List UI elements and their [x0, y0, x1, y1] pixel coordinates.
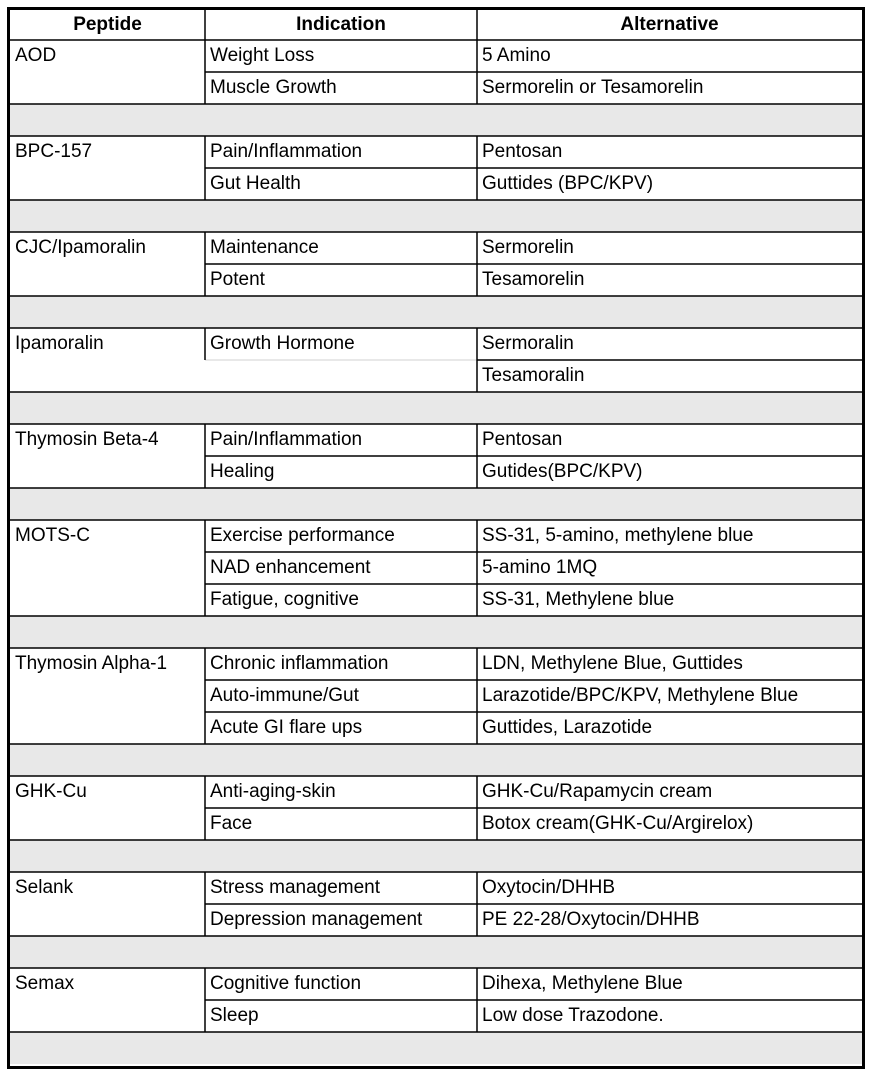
peptide-cell: Thymosin Beta-4	[15, 429, 159, 450]
group-separator	[10, 392, 862, 424]
group-separator	[10, 936, 862, 968]
alternative-cell: SS-31, 5-amino, methylene blue	[482, 525, 754, 546]
alternative-cell: Tesamorelin	[482, 269, 585, 290]
table-row	[10, 328, 862, 360]
indication-cell	[205, 360, 477, 392]
indication-cell: Depression management	[210, 909, 423, 930]
indication-cell: Stress management	[210, 877, 381, 898]
table-row	[10, 136, 862, 168]
alternative-cell: 5-amino 1MQ	[482, 557, 598, 578]
indication-cell: Chronic inflammation	[210, 653, 389, 674]
table-row	[10, 808, 862, 840]
alternative-cell: 5 Amino	[482, 45, 551, 66]
peptide-cell: Ipamoralin	[15, 333, 104, 354]
indication-cell: Acute GI flare ups	[210, 717, 363, 738]
alternative-cell: Sermorelin	[482, 237, 574, 258]
peptide-table	[7, 7, 865, 1069]
indication-cell: Weight Loss	[210, 45, 315, 66]
header-indication: Indication	[296, 14, 386, 35]
header-peptide: Peptide	[73, 14, 142, 35]
table-row	[10, 872, 862, 904]
alternative-cell: Sermoralin	[482, 333, 574, 354]
alternative-cell: Gutides(BPC/KPV)	[482, 461, 643, 482]
group-separator	[10, 616, 862, 648]
peptide-cell: CJC/Ipamoralin	[15, 237, 146, 258]
table-row	[10, 168, 862, 200]
group-separator	[10, 488, 862, 520]
header-alternative: Alternative	[620, 14, 719, 35]
indication-cell: Muscle Growth	[210, 77, 337, 98]
alternative-cell: Larazotide/BPC/KPV, Methylene Blue	[482, 685, 799, 706]
indication-cell: Gut Health	[210, 173, 301, 194]
table-row	[10, 776, 862, 808]
indication-cell: Cognitive function	[210, 973, 362, 994]
peptide-cell: GHK-Cu	[15, 781, 87, 802]
indication-cell: Potent	[210, 269, 265, 290]
indication-cell: Maintenance	[210, 237, 319, 258]
table-row	[10, 904, 862, 936]
table-row	[10, 712, 862, 744]
group-separator	[10, 104, 862, 136]
table-row	[10, 72, 862, 104]
indication-cell: Pain/Inflammation	[210, 429, 363, 450]
header-row	[10, 10, 862, 40]
table-row	[10, 584, 862, 616]
table-row	[10, 424, 862, 456]
peptide-cell: Semax	[15, 973, 75, 994]
peptide-cell: MOTS-C	[15, 525, 90, 546]
peptide-cell: Selank	[15, 877, 74, 898]
table-row	[10, 648, 862, 680]
table-row	[10, 232, 862, 264]
indication-cell: Auto-immune/Gut	[210, 685, 359, 706]
indication-cell: Fatigue, cognitive	[210, 589, 359, 610]
alternative-cell: Pentosan	[482, 429, 563, 450]
indication-cell: NAD enhancement	[210, 557, 371, 578]
table-row	[10, 264, 862, 296]
table-row	[10, 968, 862, 1000]
group-separator	[10, 200, 862, 232]
indication-cell: Pain/Inflammation	[210, 141, 363, 162]
indication-cell: Exercise performance	[210, 525, 395, 546]
table-row	[10, 456, 862, 488]
table-row	[10, 680, 862, 712]
alternative-cell: Sermorelin or Tesamorelin	[482, 77, 704, 98]
alternative-cell: Oxytocin/DHHB	[482, 877, 616, 898]
table-row	[10, 1000, 862, 1032]
table-row	[10, 40, 862, 72]
group-separator	[10, 296, 862, 328]
indication-cell: Growth Hormone	[210, 333, 355, 354]
group-separator	[10, 840, 862, 872]
alternative-cell: Low dose Trazodone.	[482, 1005, 664, 1026]
alternative-cell: Guttides (BPC/KPV)	[482, 173, 654, 194]
alternative-cell: Guttides, Larazotide	[482, 717, 653, 738]
alternative-cell: PE 22-28/Oxytocin/DHHB	[482, 909, 700, 930]
table-row	[10, 360, 862, 392]
alternative-cell: SS-31, Methylene blue	[482, 589, 675, 610]
peptide-cell: BPC-157	[15, 141, 93, 162]
alternative-cell: Dihexa, Methylene Blue	[482, 973, 683, 994]
indication-cell: Healing	[210, 461, 275, 482]
peptide-cell: Thymosin Alpha-1	[15, 653, 168, 674]
alternative-cell: Pentosan	[482, 141, 563, 162]
group-separator	[10, 744, 862, 776]
alternative-cell: Botox cream(GHK-Cu/Argirelox)	[482, 813, 754, 834]
alternative-cell: Tesamoralin	[482, 365, 585, 386]
peptide-cell: AOD	[15, 45, 57, 66]
indication-cell: Anti-aging-skin	[210, 781, 336, 802]
alternative-cell: GHK-Cu/Rapamycin cream	[482, 781, 713, 802]
table-row	[10, 552, 862, 584]
table-row	[10, 520, 862, 552]
indication-cell: Face	[210, 813, 253, 834]
group-separator	[10, 1032, 862, 1064]
alternative-cell: LDN, Methylene Blue, Guttides	[482, 653, 743, 674]
indication-cell: Sleep	[210, 1005, 259, 1026]
